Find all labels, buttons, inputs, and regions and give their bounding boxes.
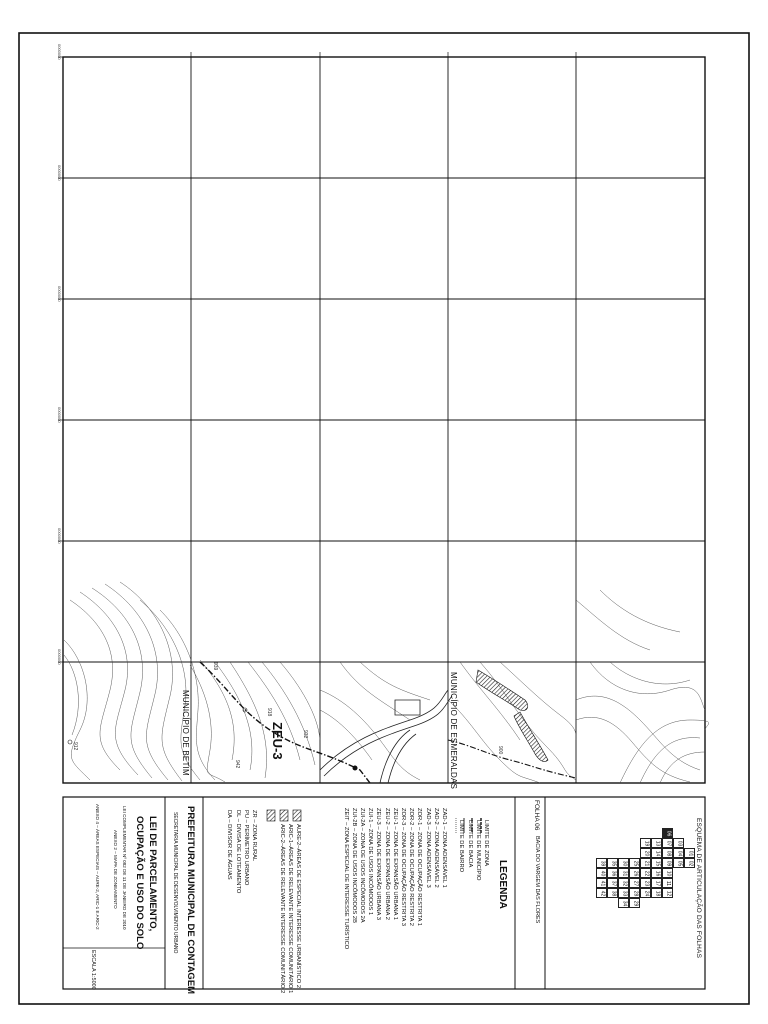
esquema-cell-20: 20 bbox=[640, 848, 651, 858]
esquema-cell-15: 15 bbox=[651, 858, 662, 868]
legend-other-items bbox=[225, 810, 258, 893]
prefeitura-title: PREFEITURA MUNICIPAL DE CONTAGEM bbox=[185, 806, 196, 995]
esquema-cell-26: 26 bbox=[629, 868, 640, 878]
esquema-cell-09: 09 bbox=[662, 858, 673, 868]
roads bbox=[320, 690, 452, 783]
legend-title: LEGENDA bbox=[497, 860, 508, 909]
folha-label: FOLHA 06 bbox=[533, 800, 540, 831]
lei-title-2: OCUPAÇÃO E USO DO SOLO bbox=[134, 816, 145, 950]
aure-hatched-area bbox=[476, 670, 528, 710]
esquema-cell-04: 04 bbox=[673, 848, 684, 858]
esquema-cell-37: 37 bbox=[607, 878, 618, 888]
map-grid bbox=[63, 57, 705, 783]
esquema-cell-39: 39 bbox=[596, 858, 607, 868]
esquema-cell-19: 19 bbox=[640, 838, 651, 848]
contour-label: 942 bbox=[234, 760, 240, 769]
contour-label: 918 bbox=[266, 708, 272, 717]
esquema-cell-33: 33 bbox=[618, 888, 629, 898]
legend-zone-item: ZAD-3 – ZONA ADENSÁVEL 3 bbox=[424, 808, 431, 888]
lei-subtitle-3: ANEXO 4 – ÁREAS ESPECIAIS – AURE-2, ARIC-1 E ARIC-2 bbox=[95, 804, 100, 930]
legend-zone-item: ZOR-3 – ZONA DE OCUPAÇÃO RESTRITA 3 bbox=[399, 808, 406, 926]
esquema-cell-23: 23 bbox=[640, 878, 651, 888]
legend-zone-item: ZEU-3 – ZONA DE EXPANSÃO URBANA 3 bbox=[375, 808, 382, 920]
bacia-label: BACIA DO VARGEM DAS FLORES bbox=[534, 836, 540, 924]
legend-zone-item: ZEU-2 – ZONA DE EXPANSÃO URBANA 2 bbox=[383, 808, 390, 920]
esquema-cell-01: 01 bbox=[684, 848, 695, 858]
legend-line-item: LIMITE DE BACIA bbox=[466, 820, 473, 868]
esquema-cell-27: 27 bbox=[629, 878, 640, 888]
esquema-cell-29: 29 bbox=[629, 898, 640, 908]
legend-area-item: ARIC-1–ÁREAS DE RELEVANTE INTERESSE COMUNITÁRIO 1 bbox=[286, 824, 293, 994]
grid-tick-label: 0000000 bbox=[57, 407, 62, 423]
esquema-cell-17: 17 bbox=[651, 878, 662, 888]
legend-zone-item: ZOR-1 – ZONA DE OCUPAÇÃO RESTRITA 1 bbox=[416, 808, 423, 926]
legend-line-item: LIMITE DE ZONA bbox=[483, 820, 489, 867]
legend-zone-item: ZOR-2 – ZONA DE OCUPAÇÃO RESTRITA 2 bbox=[408, 808, 415, 926]
lei-subtitle-2: ANEXO 2 – MAPA DE ZONEAMENTO bbox=[113, 830, 118, 909]
contour-lines bbox=[64, 582, 709, 783]
esquema-cell-02: 02 bbox=[684, 858, 695, 868]
esquema-cell-25: 25 bbox=[629, 858, 640, 868]
grid-tick-label: 0000000 bbox=[57, 286, 62, 302]
grid-tick-label: 0000000 bbox=[57, 165, 62, 181]
legend-zone-item: ZAD-1 – ZONA ADENSÁVEL 1 bbox=[441, 808, 447, 888]
legend-zone-item: ZEU-1 – ZONA DE EXPANSÃO URBANA 1 bbox=[391, 808, 398, 920]
legend-zone-item: ZUI-2B – ZONA DE USOS INCÔMODOS 2B bbox=[350, 808, 357, 923]
esquema-cell-38: 38 bbox=[607, 888, 618, 898]
escala-label: ESCALA 1:5000 bbox=[90, 950, 96, 990]
esquema-cell-36: 36 bbox=[607, 868, 618, 878]
esquema-cell-28: 28 bbox=[629, 888, 640, 898]
contour-label: 912 bbox=[72, 742, 78, 751]
esquema-cell-05: 05 bbox=[673, 858, 684, 868]
esquema-title: ESQUEMA DE ARTICULAÇÃO DAS FOLHAS bbox=[695, 818, 702, 959]
contour-label: 932 bbox=[302, 730, 308, 739]
esquema-cell-35: 35 bbox=[607, 858, 618, 868]
municipio-betim-label: MUNICÍPIO DE BETIM bbox=[181, 690, 190, 776]
municipio-esmeraldas-label: MUNICÍPIO DE ESMERALDAS bbox=[449, 672, 458, 790]
esquema-cell-11: 11 bbox=[662, 878, 673, 888]
contour-label: 939 bbox=[212, 662, 218, 671]
lei-subtitle-1: LEI COMPLEMENTAR Nº 082 DE 11 DE JANEIRO DE 2010 bbox=[122, 806, 127, 930]
grid-tick-label: 0000000 bbox=[57, 528, 62, 544]
esquema-cell-32: 32 bbox=[618, 878, 629, 888]
municipality-boundary bbox=[200, 662, 370, 783]
legend-line-item: LIMITE DE BAIRRO bbox=[458, 820, 465, 873]
esquema-cell-30: 30 bbox=[618, 858, 629, 868]
contour-label: 900 bbox=[497, 746, 503, 755]
grid-tick-label: 0000000 bbox=[57, 44, 62, 60]
legend-area-item: ARIC-2–ÁREAS DE RELEVANTE INTERESSE COMUNITÁRIO 2 bbox=[278, 824, 285, 994]
esquema-cell-16: 16 bbox=[651, 868, 662, 878]
legend-other-item: PU – PERÍMETRO URBANO bbox=[242, 810, 249, 886]
zone-label: ZEU-3 bbox=[270, 722, 285, 760]
esquema-cell-34: 34 bbox=[618, 898, 629, 908]
esquema-cell-31: 31 bbox=[618, 868, 629, 878]
esquema-cell-40: 40 bbox=[596, 868, 607, 878]
legend-zone-item: ZUI-1 – ZONA DE USOS INCÔMODOS 1 bbox=[367, 808, 374, 916]
legend-line-item: LIMITE DE MUNICÍPIO bbox=[474, 820, 481, 881]
lei-title-1: LEI DE PARCELAMENTO, bbox=[147, 816, 158, 932]
legend-zone-item: ZAD-2 – ZONA ADENSÁVEL 2 bbox=[432, 808, 439, 888]
esquema-cell-41: 41 bbox=[596, 878, 607, 888]
esquema-cell-03: 03 bbox=[673, 838, 684, 848]
esquema-cell-24: 24 bbox=[640, 888, 651, 898]
esquema-cell-13: 13 bbox=[651, 838, 662, 848]
esquema-cell-10: 10 bbox=[662, 868, 673, 878]
legend-zone-item: ZUI-2A – ZONA DE USOS INCÔMODOS 2A bbox=[358, 808, 365, 923]
esquema-cell-08: 08 bbox=[662, 848, 673, 858]
secretaria-subtitle: SECRETARIA MUNICIPAL DE DESENVOLVIMENTO URBANO bbox=[172, 812, 178, 954]
legend-zone-item: ZEIT – ZONA ESPECIAL DE INTERESSE TURÍSTICO bbox=[342, 808, 349, 950]
esquema-cell-18: 18 bbox=[651, 888, 662, 898]
esquema-cell-21: 21 bbox=[640, 858, 651, 868]
legend-other-item: DL – DIVISA DE LOTEAMENTO bbox=[234, 810, 241, 894]
esquema-cell-22: 22 bbox=[640, 868, 651, 878]
esquema-cell-06: 06 bbox=[662, 828, 673, 838]
legend-line-items bbox=[457, 820, 490, 881]
legend-other-item: DA – DIVISOR DE ÁGUAS bbox=[226, 810, 233, 880]
legend-area-items bbox=[277, 824, 302, 993]
esquema-cell-12: 12 bbox=[662, 888, 673, 898]
legend-other-item: ZR – ZONA RURAL bbox=[251, 810, 257, 862]
esquema-cell-42: 42 bbox=[596, 888, 607, 898]
esquema-cell-14: 14 bbox=[651, 848, 662, 858]
legend-area-item: AURE-2–ÁREAS DE ESPECIAL INTERESSE URBANÍSTICO 2 bbox=[295, 824, 301, 989]
esquema-cell-07: 07 bbox=[662, 838, 673, 848]
legend-zone-items bbox=[341, 808, 448, 949]
grid-tick-label: 0000000 bbox=[57, 649, 62, 665]
